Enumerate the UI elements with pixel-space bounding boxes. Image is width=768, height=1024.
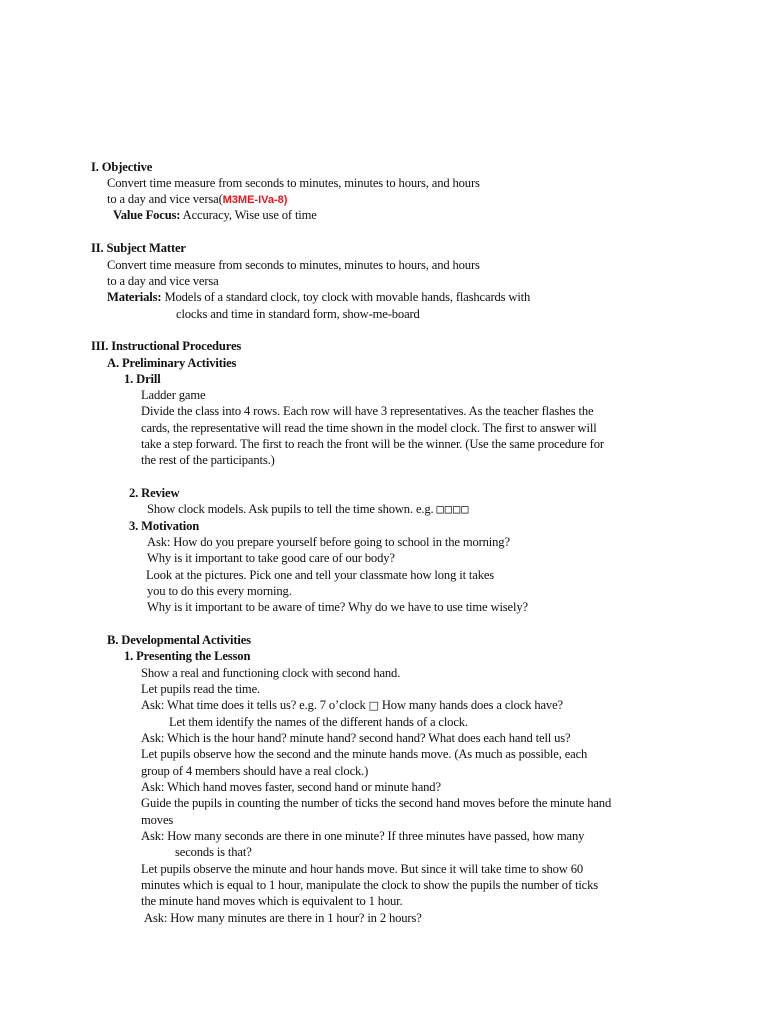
drill-heading: 1. Drill <box>124 372 161 386</box>
review-line <box>147 501 469 517</box>
presenting-line-3b: How many hands does a clock have? <box>378 698 563 712</box>
procedures-heading: III. Instructional Procedures <box>91 339 242 353</box>
presenting-line: moves <box>141 813 174 827</box>
motivation-line: Look at the pictures. Pick one and tell your classmate how long it takes <box>146 568 495 582</box>
presenting-line: Let pupils observe the minute and hour hands move. But since it will take time to show 60 <box>141 862 584 876</box>
value-focus-label: Value Focus: <box>113 208 181 222</box>
drill-line: take a step forward. The first to reach the front will be the winner. (Use the same procedure for <box>141 437 604 451</box>
objective-heading: I. Objective <box>91 160 153 174</box>
materials-label: Materials: <box>107 290 162 304</box>
presenting-line: Ask: Which hand moves faster, second hand or minute hand? <box>141 780 441 794</box>
presenting-line: Guide the pupils in counting the number of ticks the second hand moves before the minute hand <box>141 796 612 810</box>
motivation-line: Why is it important to be aware of time? Why do we have to use time wisely? <box>147 600 528 614</box>
presenting-line: Ask: How many minutes are there in 1 hour? in 2 hours? <box>144 911 422 925</box>
presenting-line: group of 4 members should have a real clock.) <box>141 764 369 778</box>
presenting-line <box>141 697 563 714</box>
presenting-line: Show a real and functioning clock with second hand. <box>141 666 401 680</box>
objective-line-2 <box>107 191 287 208</box>
objective-line-1: Convert time measure from seconds to minutes, minutes to hours, and hours <box>107 176 480 190</box>
motivation-line: you to do this every morning. <box>147 584 292 598</box>
presenting-line: the minute hand moves which is equivalent to 1 hour. <box>141 894 403 908</box>
drill-line: Divide the class into 4 rows. Each row will have 3 representatives. As the teacher flashes the <box>141 404 594 418</box>
presenting-line-3a: Ask: What time does it tells us? e.g. 7 o’clock <box>141 698 369 712</box>
presenting-line: Let pupils observe how the second and the minute hands move. (As much as possible, each <box>141 747 588 761</box>
subject-matter-heading: II. Subject Matter <box>91 241 186 255</box>
value-focus <box>113 207 317 223</box>
motivation-heading: 3. Motivation <box>129 519 200 533</box>
motivation-line: Ask: How do you prepare yourself before going to school in the morning? <box>147 535 510 549</box>
presenting-line: Let them identify the names of the different hands of a clock. <box>169 715 468 729</box>
developmental-heading: B. Developmental Activities <box>107 633 251 647</box>
drill-line: Ladder game <box>141 388 206 402</box>
objective-line-2-text: to a day and vice versa( <box>107 192 223 206</box>
materials-text-2: clocks and time in standard form, show-me-board <box>176 307 420 321</box>
drill-line: cards, the representative will read the time shown in the model clock. The first to answer will <box>141 421 597 435</box>
presenting-line: Ask: How many seconds are there in one minute? If three minutes have passed, how many <box>141 829 585 843</box>
materials-text-1: Models of a standard clock, toy clock with movable hands, flashcards with <box>161 290 531 304</box>
competency-code: M3ME-IVa-8) <box>222 194 288 206</box>
presenting-line: Ask: Which is the hour hand? minute hand? second hand? What does each hand tell us? <box>141 731 571 745</box>
review-heading: 2. Review <box>129 486 180 500</box>
review-text: Show clock models. Ask pupils to tell the time shown. e.g. <box>147 502 437 516</box>
subject-matter-line-2: to a day and vice versa <box>107 274 219 288</box>
presenting-line: Let pupils read the time. <box>141 682 261 696</box>
value-focus-text: Accuracy, Wise use of time <box>180 208 317 222</box>
subject-matter-line-1: Convert time measure from seconds to minutes, minutes to hours, and hours <box>107 258 480 272</box>
preliminary-heading: A. Preliminary Activities <box>107 356 237 370</box>
missing-glyph-icon: □□□□ <box>436 502 470 516</box>
presenting-line: minutes which is equal to 1 hour, manipulate the clock to show the pupils the number of ticks <box>141 878 599 892</box>
drill-line: the rest of the participants.) <box>141 453 275 467</box>
presenting-heading: 1. Presenting the Lesson <box>124 649 251 663</box>
materials <box>107 289 530 305</box>
missing-glyph-icon: □ <box>368 699 379 712</box>
motivation-line: Why is it important to take good care of our body? <box>147 551 395 565</box>
presenting-line: seconds is that? <box>175 845 252 859</box>
